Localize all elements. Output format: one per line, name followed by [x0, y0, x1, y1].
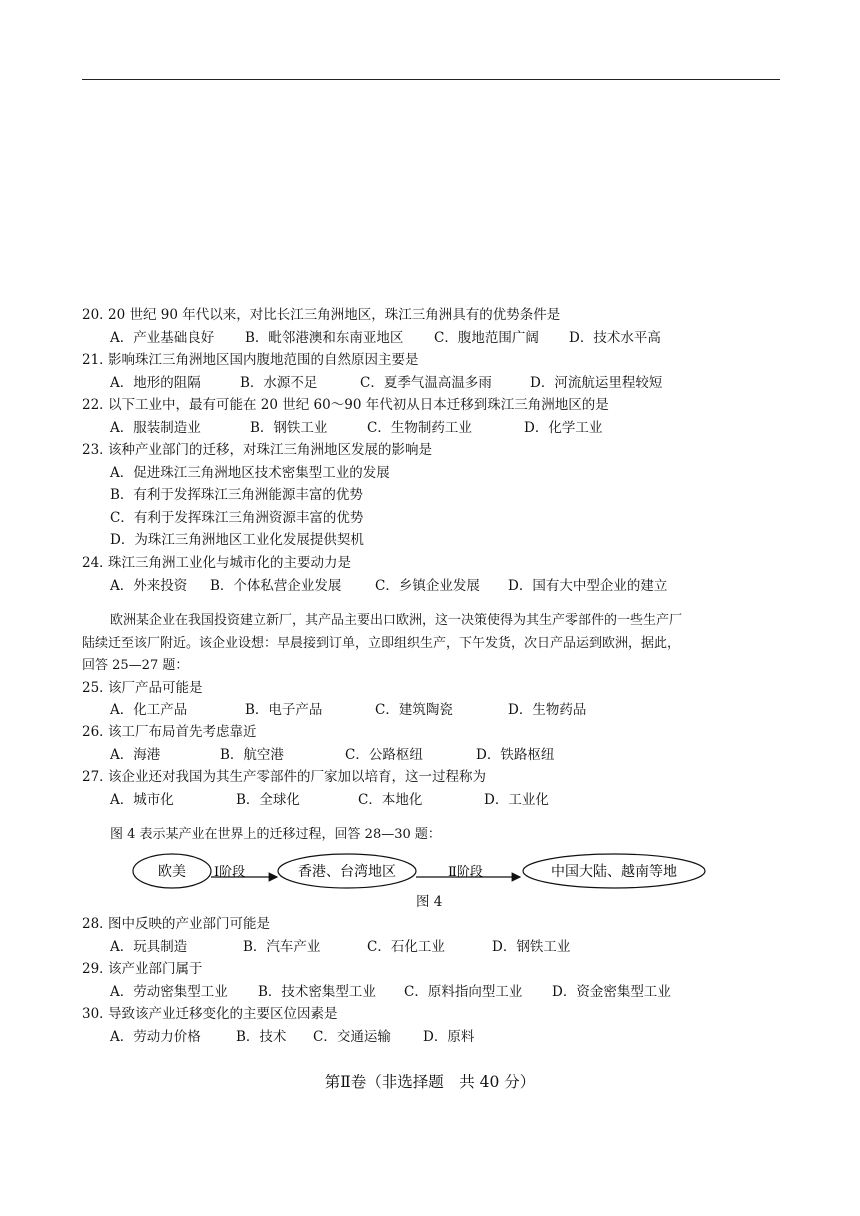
question-27 [82, 767, 486, 787]
option-20-c: C．腹地范围广阔 [434, 330, 539, 346]
option-28-c: C．石化工业 [367, 939, 445, 955]
option-23-c: C．有利于发挥珠江三角洲资源丰富的优势 [110, 510, 364, 526]
question-number: 29． [82, 961, 113, 977]
question-number: 23． [82, 442, 113, 458]
option-25-a: A．化工产品 [110, 702, 188, 718]
question-21 [82, 350, 419, 370]
question-26 [82, 722, 257, 742]
option-30-a: A．劳动力价格 [110, 1029, 201, 1045]
question-stem: 珠江三角洲工业化与城市化的主要动力是 [108, 555, 351, 571]
option-20-d: D．技术水平高 [569, 330, 661, 346]
option-27-c: C．本地化 [358, 792, 423, 808]
passage-line-1: 欧洲某企业在我国投资建立新厂，其产品主要出口欧洲，这一决策使得为其生产零部件的一些生产厂 [110, 613, 683, 628]
passage-line-3: 回答 25—27 题： [82, 658, 189, 673]
question-stem: 该企业还对我国为其生产零部件的厂家加以培育，这一过程称为 [108, 769, 486, 785]
question-stem: 导致该产业迁移变化的主要区位因素是 [108, 1006, 338, 1022]
option-24-b: B．个体私营企业发展 [210, 578, 342, 594]
option-25-d: D．生物药品 [508, 702, 587, 718]
question-number: 22． [82, 397, 113, 413]
question-number: 24． [82, 555, 113, 571]
figure-caption: 图 4 [416, 894, 443, 910]
option-22-b: B．钢铁工业 [250, 420, 328, 436]
option-22-d: D．化学工业 [524, 420, 603, 436]
option-28-b: B．汽车产业 [243, 939, 321, 955]
figure-intro: 图 4 表示某产业在世界上的迁移过程，回答 28—30 题： [110, 827, 441, 842]
option-24-a: A．外来投资 [110, 578, 188, 594]
option-21-c: C．夏季气温高温多雨 [360, 375, 492, 391]
option-22-c: C．生物制药工业 [367, 420, 472, 436]
option-26-c: C．公路枢纽 [345, 747, 423, 763]
option-27-d: D．工业化 [484, 792, 549, 808]
option-24-c: C．乡镇企业发展 [375, 578, 480, 594]
question-23 [82, 440, 432, 460]
option-20-a: A．产业基础良好 [110, 330, 215, 346]
node-label-hk-taiwan: 香港、台湾地区 [298, 864, 396, 880]
option-29-a: A．劳动密集型工业 [110, 984, 228, 1000]
question-number: 30． [82, 1006, 113, 1022]
option-21-d: D．河流航运里程较短 [530, 375, 663, 391]
option-23-d: D．为珠江三角洲地区工业化发展提供契机 [110, 532, 364, 548]
option-30-d: D．原料 [423, 1029, 475, 1045]
node-label-mainland-vietnam: 中国大陆、越南等地 [551, 864, 677, 880]
passage-line-2: 陆续迁至该厂附近。该企业设想：早晨接到订单，立即组织生产，下午发货，次日产品运到欧洲，据此， [82, 636, 681, 651]
option-30-b: B．技术 [236, 1029, 287, 1045]
question-stem: 影响珠江三角洲地区国内腹地范围的自然原因主要是 [108, 352, 419, 368]
question-number: 27． [82, 769, 113, 785]
question-22 [82, 395, 609, 415]
option-26-d: D．铁路枢纽 [476, 747, 555, 763]
question-stem: 以下工业中，最有可能在 20 世纪 60～90 年代初从日本迁移到珠江三角洲地区的是 [108, 397, 609, 413]
option-30-c: C．交通运输 [313, 1029, 391, 1045]
question-30 [82, 1004, 338, 1024]
question-stem: 20 世纪 90 年代以来，对比长江三角洲地区，珠江三角洲具有的优势条件是 [108, 307, 561, 323]
question-number: 26． [82, 724, 113, 740]
question-stem: 该工厂布局首先考虑靠近 [108, 724, 257, 740]
question-28 [82, 914, 270, 934]
question-stem: 图中反映的产业部门可能是 [108, 916, 270, 932]
question-25 [82, 678, 203, 698]
option-25-c: C．建筑陶瓷 [375, 702, 453, 718]
question-stem: 该种产业部门的迁移，对珠江三角洲地区发展的影响是 [108, 442, 432, 458]
question-29 [82, 959, 203, 979]
stage-1-label: Ⅰ阶段 [214, 865, 246, 880]
question-number: 28． [82, 916, 113, 932]
option-29-c: C．原料指向型工业 [404, 984, 523, 1000]
option-28-a: A．玩具制造 [110, 939, 188, 955]
option-26-a: A．海港 [110, 747, 161, 763]
section-ii-title: 第Ⅱ卷（非选择题 共 40 分） [324, 1073, 536, 1091]
question-20 [82, 305, 560, 325]
header-rule [82, 79, 780, 80]
option-25-b: B．电子产品 [245, 702, 323, 718]
figure-4-diagram [130, 851, 730, 893]
option-23-b: B．有利于发挥珠江三角洲能源丰富的优势 [110, 487, 363, 503]
option-24-d: D．国有大中型企业的建立 [508, 578, 668, 594]
question-number: 25． [82, 680, 113, 696]
option-20-b: B．毗邻港澳和东南亚地区 [245, 330, 404, 346]
option-28-d: D．钢铁工业 [492, 939, 571, 955]
question-number: 20． [82, 307, 113, 323]
option-22-a: A．服装制造业 [110, 420, 201, 436]
option-27-a: A．城市化 [110, 792, 174, 808]
question-24 [82, 553, 351, 573]
stage-2-label: Ⅱ阶段 [448, 865, 483, 880]
option-29-b: B．技术密集型工业 [258, 984, 376, 1000]
question-number: 21． [82, 352, 113, 368]
option-21-a: A．地形的阻隔 [110, 375, 201, 391]
question-stem: 该厂产品可能是 [108, 680, 203, 696]
node-label-europe-america: 欧美 [158, 864, 186, 880]
option-29-d: D．资金密集型工业 [552, 984, 671, 1000]
question-stem: 该产业部门属于 [108, 961, 203, 977]
option-27-b: B．全球化 [236, 792, 300, 808]
option-21-b: B．水源不足 [240, 375, 318, 391]
option-23-a: A．促进珠江三角洲地区技术密集型工业的发展 [110, 465, 390, 481]
option-26-b: B．航空港 [220, 747, 284, 763]
